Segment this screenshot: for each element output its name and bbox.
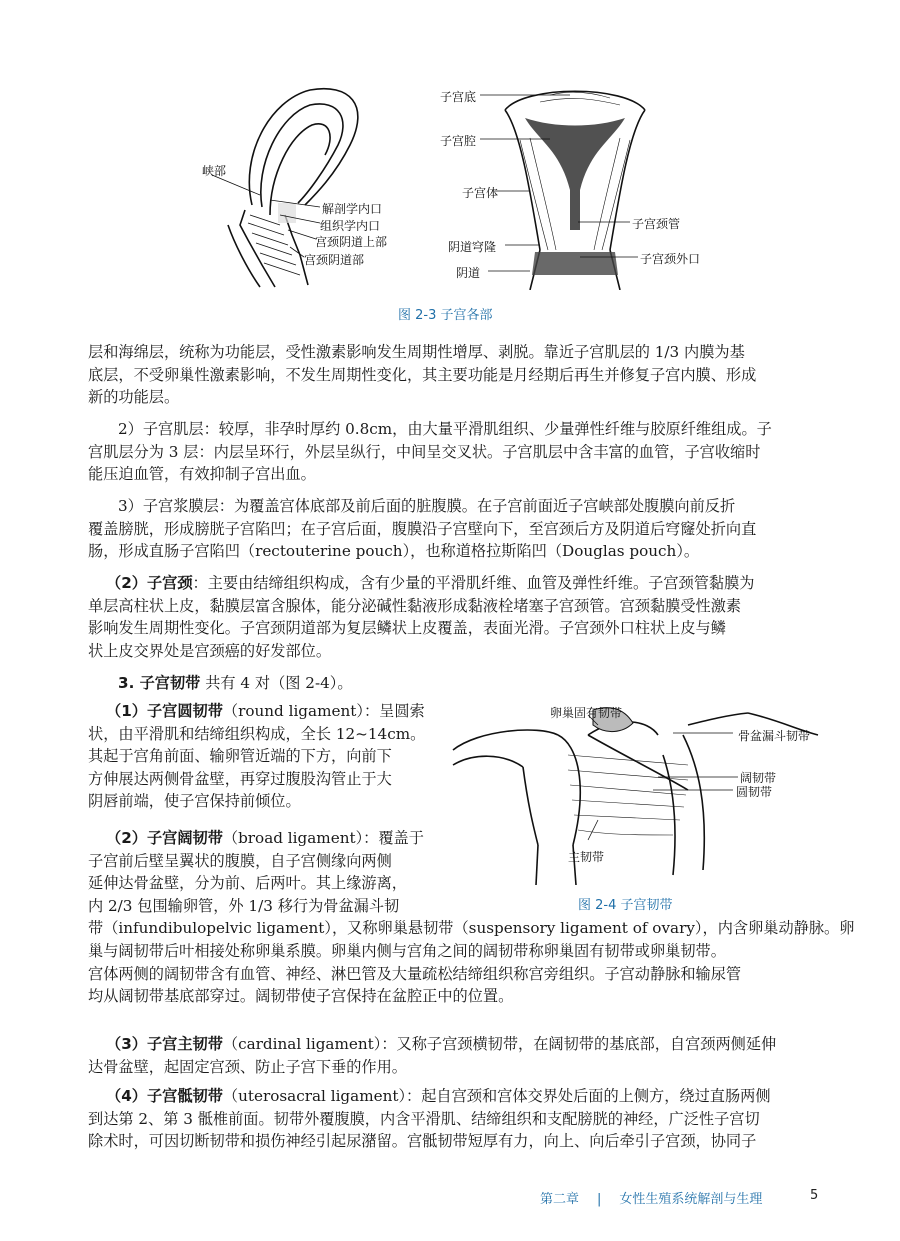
figure-2-3-caption: 图 2-3 子宫各部 (398, 308, 493, 323)
paragraph-endometrium-cont: 层和海绵层，统称为功能层，受性激素影响发生周期性增厚、剥脱。靠近子宫肌层的 1/3 内膜为基 底层，不受卵巢性激素影响，不发生周期性变化，其主要功能是月经期后再生并修复子宫内膜、形成 新的功能层。 (88, 343, 757, 407)
paragraph-cardinal-ligament: （3）子宫主韧带（cardinal ligament）：又称子宫颈横韧带，在阔韧带的基底部，自宫颈两侧延伸 达骨盆壁，起固定宫颈、防止子宫下垂的作用。 (88, 1035, 777, 1076)
figure-2-4-caption: 图 2-4 子宫韧带 (578, 898, 673, 913)
label-isthmus: 峡部 (202, 164, 227, 178)
paragraph-serosa: 3）子宫浆膜层：为覆盖宫体底部及前后面的脏腹膜。在子宫前面近子宫峡部处腹膜向前反折 覆盖膀胱，形成膀胱子宫陷凹；在子宫后面，腹膜沿子宫壁向下，至宫颈后方及阴道后穹窿处折向直 肠，形成直肠子宫陷凹（rectouterine pouch），也称道格拉斯陷凹（Douglas pouch）。 (88, 497, 757, 561)
footer-section: 女性生殖系统解剖与生理 (619, 1192, 763, 1207)
heading-ligaments: 3. 子宫韧带 (118, 674, 201, 692)
heading-uterosacral-ligament: （4）子宫骶韧带 (106, 1087, 223, 1105)
label-cervical-canal: 子宫颈管 (632, 217, 681, 231)
paragraph-broad-ligament: （2）子宫阔韧带（broad ligament）：覆盖于 子宫前后壁呈翼状的腹膜，自子宫侧缘向两侧 延伸达骨盆壁，分为前、后两叶。其上缘游离， 内 2/3 包围输卵管，外 1/3 移行为骨盆漏斗韧 带（infundibulopelvic ligament），又称卵巢悬韧带（suspensory ligament of ovary），内含卵巢动静脉。卵 巢与阔韧带后叶相接处称卵巢系膜。卵巢内侧与宫角之间的阔韧带称卵巢固有韧带或卵巢韧带。 宫体两侧的阔韧带含有血管、神经、淋巴管及大量疏松结缔组织称宫旁组织。子宫动静脉和输尿管 均从阔韧带基底部穿过。阔韧带使子宫保持在盆腔正中的位置。 (88, 829, 855, 1006)
label-external-os: 子宫颈外口 (640, 252, 701, 266)
label-infundibulopelvic-ligament: 骨盆漏斗韧带 (738, 729, 811, 743)
label-uterine-cavity: 子宫腔 (440, 134, 477, 148)
paragraph-myometrium: 2）子宫肌层：较厚，非孕时厚约 0.8cm，由大量平滑肌组织、少量弹性纤维与胶原纤维组成。子 宫肌层分为 3 层：内层呈环行，外层呈纵行，中间呈交叉状。子宫肌层中含丰富的血管，子宫收缩时 能压迫血管，有效抑制子宫出血。 (88, 420, 772, 484)
page-footer (540, 1188, 762, 1207)
label-anatomical-internal-os: 解剖学内口 (322, 202, 383, 216)
label-ovarian-ligament: 卵巢固有韧带 (550, 706, 623, 720)
label-supravaginal-cervix: 宫颈阴道上部 (315, 235, 388, 249)
heading-round-ligament: （1）子宫圆韧带 (106, 702, 223, 720)
paragraph-uterosacral-ligament: （4）子宫骶韧带（uterosacral ligament）：起自宫颈和宫体交界处后面的上侧方，绕过直肠两侧 到达第 2、第 3 骶椎前面。韧带外覆腹膜，内含平滑肌、结缔组织和支配膀胱的神经，广泛性子宫切 除术时，可因切断韧带和损伤神经引起尿潴留。宫骶韧带短厚有力，向上、向后牵引子宫颈，协同子 (88, 1087, 771, 1151)
label-uterine-body: 子宫体 (462, 186, 499, 200)
heading-cardinal-ligament: （3）子宫主韧带 (106, 1035, 223, 1053)
footer-chapter: 第二章 (540, 1192, 580, 1207)
label-vaginal-cervix: 宫颈阴道部 (304, 253, 365, 267)
footer-separator: | (597, 1192, 602, 1207)
label-round-ligament: 圆韧带 (736, 785, 773, 799)
label-broad-ligament: 阔韧带 (740, 771, 777, 785)
label-vaginal-fornix: 阴道穹隆 (448, 240, 497, 254)
label-cardinal-ligament: 主韧带 (568, 850, 605, 864)
label-histological-internal-os: 组织学内口 (320, 219, 381, 233)
paragraph-round-ligament: （1）子宫圆韧带（round ligament）：呈圆索 状，由平滑肌和结缔组织构成，全长 12~14cm。 其起于宫角前面、输卵管近端的下方，向前下 方伸展达两侧骨盆壁，再穿过腹股沟管止于大 阴唇前端，使子宫保持前倾位。 (88, 702, 426, 811)
label-vagina: 阴道 (456, 266, 481, 280)
heading-broad-ligament: （2）子宫阔韧带 (106, 829, 223, 847)
page-number: 5 (810, 1188, 819, 1203)
paragraph-ligaments-heading: 3. 子宫韧带 共有 4 对（图 2-4）。 (118, 674, 353, 692)
paragraph-cervix: （2）子宫颈：主要由结缔组织构成，含有少量的平滑肌纤维、血管及弹性纤维。子宫颈管黏膜为 单层高柱状上皮，黏膜层富含腺体，能分泌碱性黏液形成黏液栓堵塞子宫颈管。宫颈黏膜受性激素 影响发生周期性变化。子宫颈阴道部为复层鳞状上皮覆盖，表面光滑。子宫颈外口柱状上皮与鳞 状上皮交界处是宫颈癌的好发部位。 (88, 574, 755, 660)
label-fundus: 子宫底 (440, 90, 477, 104)
figure-2-3-leader-lines (430, 80, 730, 290)
heading-cervix: （2）子宫颈 (106, 574, 193, 592)
